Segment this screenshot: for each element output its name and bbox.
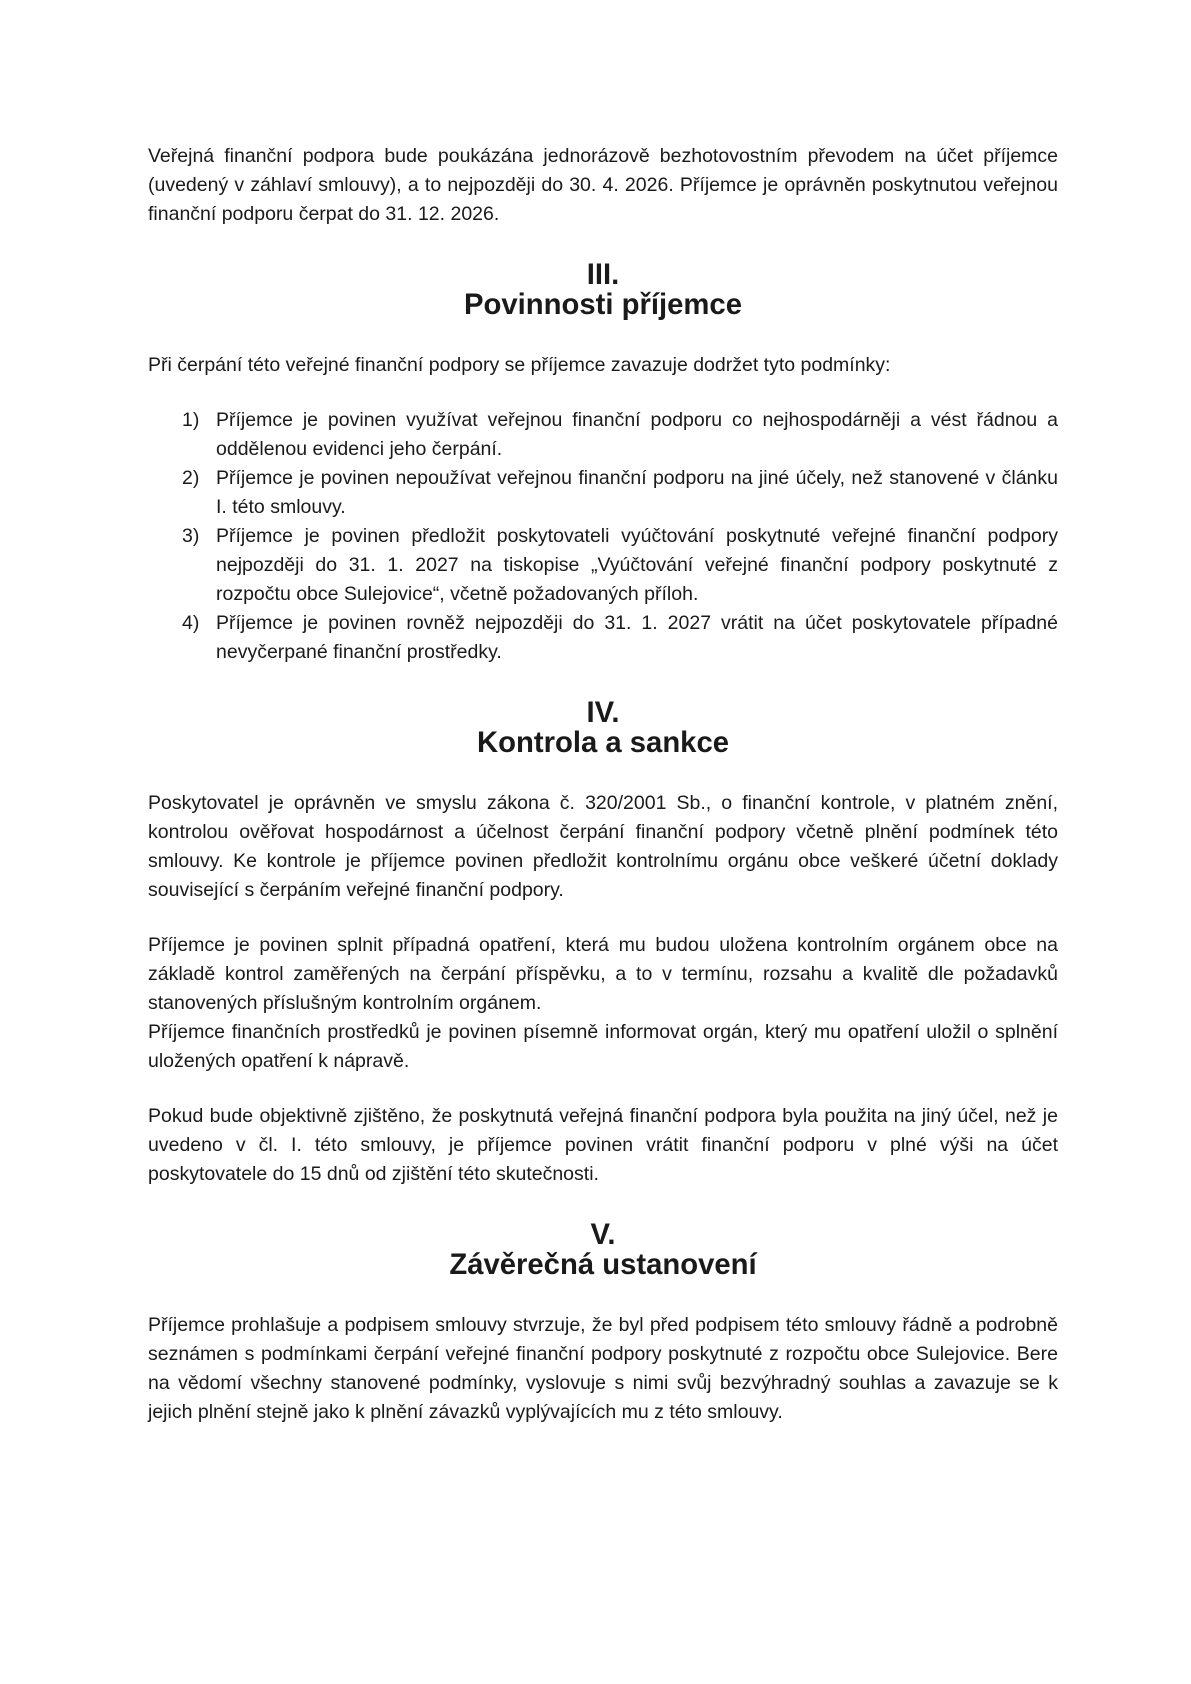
section-5-title: Závěrečná ustanovení — [449, 1249, 757, 1281]
list-item — [182, 609, 1058, 667]
section-4-number: IV. — [586, 697, 620, 729]
section-5-heading — [148, 1220, 1058, 1280]
section-5-paragraph-1: Příjemce prohlašuje a podpisem smlouvy stvrzuje, že byl před podpisem této smlouvy řádně a podrobně seznámen s podmínkami čerpání veřejné finanční podpory poskytnuté z rozpočtu obce Sulejovice. Bere na vědomí všechny stanovené podmínky, vyslovuje s nimi svůj bezvýhradný souhlas a zavazuje se k jejich plnění stejně jako k plnění závazků vyplývajících mu z této smlouvy. — [148, 1314, 1058, 1423]
section-4-heading — [148, 698, 1058, 758]
intro-paragraph: Veřejná finanční podpora bude poukázána jednorázově bezhotovostním převodem na účet příjemce (uvedený v záhlaví smlouvy), a to nejpozději do 30. 4. 2026. Příjemce je oprávněn poskytnutou veřejnou finanční podporu čerpat do 31. 12. 2026. — [148, 145, 1058, 225]
list-item-text: Příjemce je povinen předložit poskytovateli vyúčtování poskytnuté veřejné finanční podpory nejpozději do 31. 1. 2027 na tiskopise „Vyúčtování veřejné finanční podpory poskytnuté z rozpočtu obce Sulejovice“, včetně požadovaných příloh. — [216, 525, 1058, 605]
list-item-text: Příjemce je povinen nepoužívat veřejnou finanční podporu na jiné účely, než stanovené v článku I. této smlouvy. — [216, 467, 1058, 518]
list-item-text: Příjemce je povinen využívat veřejnou finanční podporu co nejhospodárněji a vést řádnou a oddělenou evidenci jeho čerpání. — [216, 409, 1058, 460]
list-item — [182, 406, 1058, 464]
section-4-paragraph-3: Příjemce finančních prostředků je povinen písemně informovat orgán, který mu opatření uložil o splnění uložených opatření k nápravě. — [148, 1021, 1058, 1072]
list-item-marker: 4) — [182, 612, 200, 634]
conditions-list — [148, 406, 1058, 667]
section-4-paragraph-4: Pokud bude objektivně zjištěno, že poskytnutá veřejná finanční podpora byla použita na jiný účel, než je uvedeno v čl. I. této smlouvy, je příjemce povinen vrátit finanční podporu v plné výši na účet poskytovatele do 15 dnů od zjištění této skutečnosti. — [148, 1105, 1058, 1185]
section-4-paragraph-1: Poskytovatel je oprávněn ve smyslu zákona č. 320/2001 Sb., o finanční kontrole, v platném znění, kontrolou ověřovat hospodárnost a účelnost čerpání finanční podpory včetně plnění podmínek této smlouvy. Ke kontrole je příjemce povinen předložit kontrolnímu orgánu obce veškeré účetní doklady související s čerpáním veřejné finanční podpory. — [148, 792, 1058, 901]
section-3-heading — [148, 260, 1058, 320]
list-item-marker: 1) — [182, 409, 200, 431]
section-3-lead: Při čerpání této veřejné finanční podpory se příjemce zavazuje dodržet tyto podmínky: — [148, 354, 891, 376]
section-4-paragraph-2: Příjemce je povinen splnit případná opatření, která mu budou uložena kontrolním orgánem obce na základě kontrol zaměřených na čerpání příspěvku, a to v termínu, rozsahu a kvalitě dle požadavků stanovených příslušným kontrolním orgánem. — [148, 934, 1058, 1014]
list-item-text: Příjemce je povinen rovněž nejpozději do 31. 1. 2027 vrátit na účet poskytovatele případné nevyčerpané finanční prostředky. — [216, 612, 1058, 663]
list-item — [182, 522, 1058, 609]
document-page — [148, 142, 1058, 1427]
section-5-number: V. — [590, 1219, 616, 1251]
section-4-title: Kontrola a sankce — [477, 727, 729, 759]
section-3-title: Povinnosti příjemce — [464, 289, 742, 321]
list-item — [182, 464, 1058, 522]
section-3-number: III. — [586, 259, 620, 291]
list-item-marker: 3) — [182, 525, 200, 547]
list-item-marker: 2) — [182, 467, 200, 489]
